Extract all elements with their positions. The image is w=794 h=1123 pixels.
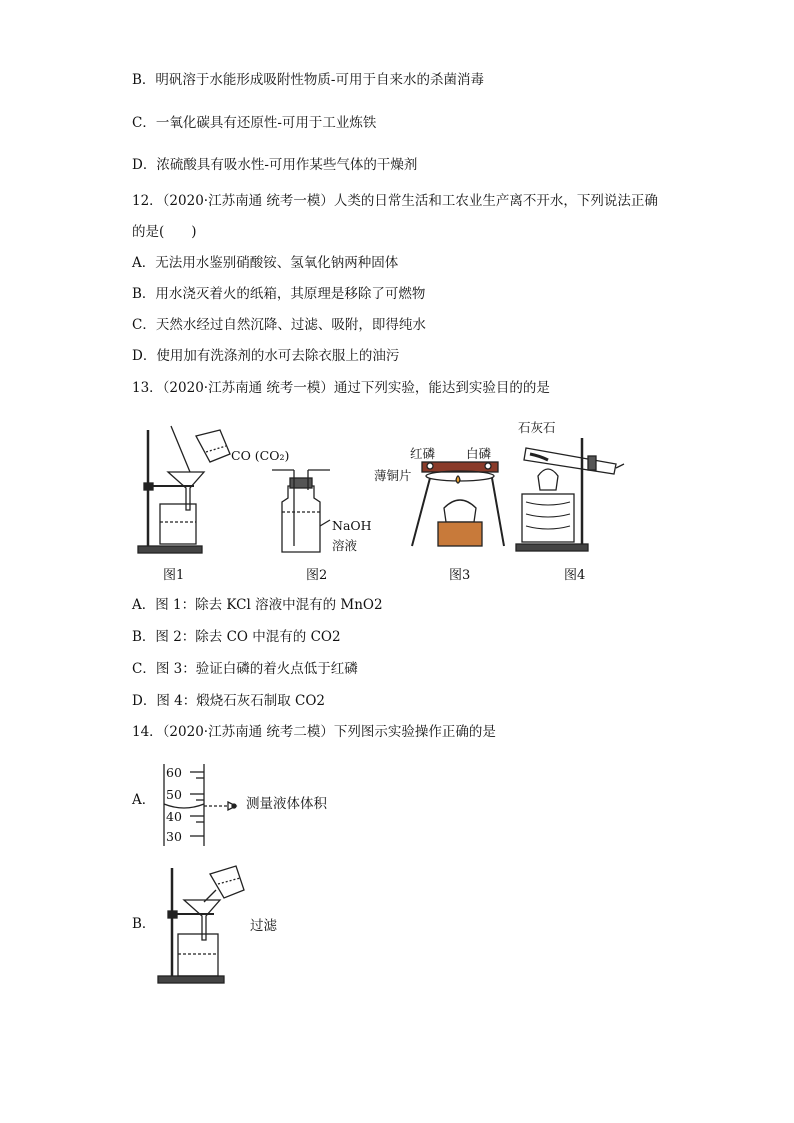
q13-figure-1-filtration [136,424,236,556]
q12-option-a: A．无法用水鉴别硝酸铵、氢氧化钠两种固体 [132,255,399,271]
q14-option-b-text: 过滤 [250,918,277,934]
q12-stem-line1: 12．（2020·江苏南通 统考一模）人类的日常生活和工农业生产离不开水，下列说法正确 [132,193,658,209]
q13-option-b: B．图 2：除去 CO 中混有的 CO2 [132,629,341,645]
q12-option-d: D．使用加有洗涤剂的水可去除衣服上的油污 [132,348,400,364]
q11-option-d: D．浓硫酸具有吸水性-可用作某些气体的干燥剂 [132,157,418,173]
q13-caption-fig3: 图3 [449,568,471,583]
q14-tick-50: 50 [166,787,182,802]
q13-caption-fig1: 图1 [163,568,185,583]
q13-figure-2-gas-washing-bottle [268,468,338,554]
q13-fig3-red-phosphorus-label: 红磷 [410,446,436,461]
q14-option-a-letter: A． [132,792,156,808]
q13-stem: 13．（2020·江苏南通 统考一模）通过下列实验，能达到实验目的的是 [132,380,550,396]
q13-fig2-solution-label-2: 溶液 [332,538,358,553]
q12-option-c: C．天然水经过自然沉降、过滤、吸附，即得纯水 [132,317,426,333]
q14-tick-30: 30 [166,829,182,844]
q13-fig4-limestone-label: 石灰石 [518,420,556,435]
q13-fig3-white-phosphorus-label: 白磷 [466,446,492,461]
q12-stem-line2: 的是( ) [132,224,197,240]
q14-filtration-figure [158,860,248,986]
q13-figure-4-heating-limestone [516,434,626,554]
q13-fig2-solution-label-1: NaOH [332,518,372,533]
q13-fig2-gas-label: CO (CO₂) [231,448,290,463]
q13-fig3-copper-sheet-label: 薄铜片 [374,468,412,483]
q14-tick-60: 60 [166,765,182,780]
q13-option-c: C．图 3：验证白磷的着火点低于红磷 [132,661,358,677]
q11-option-c: C．一氧化碳具有还原性-可用于工业炼铁 [132,115,377,131]
q13-option-a: A．图 1：除去 KCl 溶液中混有的 MnO2 [132,597,383,613]
q13-option-d: D．图 4：煅烧石灰石制取 CO2 [132,693,325,709]
q14-stem: 14．（2020·江苏南通 统考二模）下列图示实验操作正确的是 [132,724,496,740]
q14-option-b-letter: B． [132,916,156,932]
q12-option-b: B．用水浇灭着火的纸箱，其原理是移除了可燃物 [132,286,426,302]
q11-option-b: B．明矾溶于水能形成吸附性物质-可用于自来水的杀菌消毒 [132,72,484,88]
q14-tick-40: 40 [166,809,182,824]
q13-figure-3-phosphorus-experiment [408,456,508,550]
q14-option-a-text: 测量液体体积 [246,796,327,812]
q13-caption-fig2: 图2 [306,568,328,583]
q13-caption-fig4: 图4 [564,568,586,583]
